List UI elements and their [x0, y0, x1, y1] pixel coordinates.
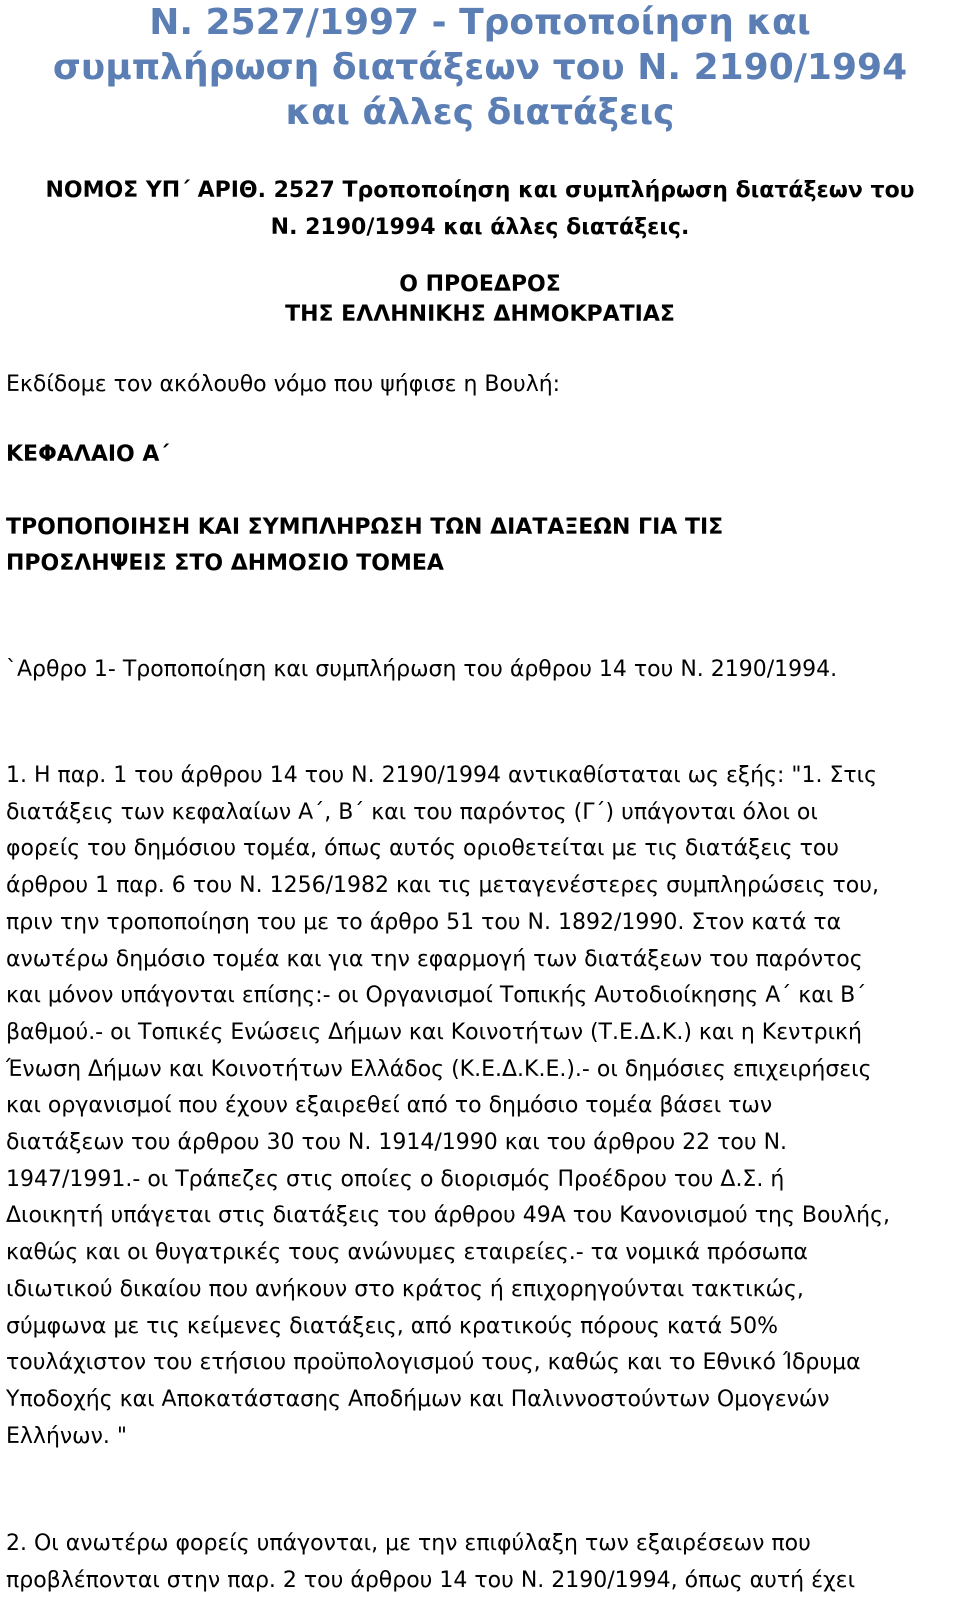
paragraph-line: ιδιωτικού δικαίου που ανήκουν στο κράτος ή επιχορηγούνται τακτικώς,	[6, 1276, 804, 1302]
title-line: συμπλήρωση διατάξεων του Ν. 2190/1994	[52, 47, 908, 88]
law-subtitle	[0, 172, 960, 246]
paragraph-line: 1947/1991.- οι Τράπεζες στις οποίες ο διορισμός Προέδρου του Δ.Σ. ή	[6, 1166, 785, 1192]
subtitle-line: ΝΟΜΟΣ ΥΠ΄ ΑΡΙΘ. 2527 Τροποποίηση και συμπλήρωση διατάξεων του	[45, 178, 915, 203]
president-line: Ο ΠΡΟΕΔΡΟΣ	[399, 272, 561, 297]
title-line: και άλλες διατάξεις	[285, 92, 675, 133]
president-heading	[0, 270, 960, 330]
paragraph-line: σύμφωνα με τις κείμενες διατάξεις, από κρατικούς πόρους κατά 50%	[6, 1313, 779, 1339]
promulgation-text: Εκδίδομε τον ακόλουθο νόμο που ψήφισε η Βουλή:	[6, 372, 561, 397]
paragraph-line: βαθμού.- οι Τοπικές Ενώσεις Δήμων και Κοινοτήτων (Τ.Ε.Δ.Κ.) και η Κεντρική	[6, 1019, 862, 1045]
president-line: ΤΗΣ ΕΛΛΗΝΙΚΗΣ ΔΗΜΟΚΡΑΤΙΑΣ	[285, 302, 675, 327]
paragraph-line: διατάξεων του άρθρου 30 του Ν. 1914/1990 και του άρθρου 22 του Ν.	[6, 1130, 788, 1156]
paragraph-line: 1. Η παρ. 1 του άρθρου 14 του Ν. 2190/1994 αντικαθίσταται ως εξής: "1. Στις	[6, 763, 878, 788]
paragraph-2	[6, 1526, 952, 1599]
paragraph-line: καθώς και οι θυγατρικές τους ανώνυμες εταιρείες.- τα νομικά πρόσωπα	[6, 1240, 808, 1266]
article-title: `Αρθρο 1- Τροποποίηση και συμπλήρωση του άρθρου 14 του Ν. 2190/1994.	[6, 657, 838, 682]
document-title	[0, 0, 960, 135]
paragraph-line: 2. Οι ανωτέρω φορείς υπάγονται, με την επιφύλαξη των εξαιρέσεων που	[6, 1531, 811, 1556]
chapter-heading-line: ΠΡΟΣΛΗΨΕΙΣ ΣΤΟ ΔΗΜΟΣΙΟ ΤΟΜΕΑ	[6, 551, 444, 576]
paragraph-line: άρθρου 1 παρ. 6 του Ν. 1256/1982 και τις μεταγενέστερες συμπληρώσεις του,	[6, 873, 879, 899]
paragraph-line: και μόνον υπάγονται επίσης:- οι Οργανισμοί Τοπικής Αυτοδιοίκησης Α΄ και Β΄	[6, 983, 867, 1009]
title-line: Ν. 2527/1997 - Τροποποίηση και	[149, 2, 811, 43]
paragraph-line: Διοικητή υπάγεται στις διατάξεις του άρθρου 49Α του Κανονισμού της Βουλής,	[6, 1203, 891, 1229]
paragraph-line: και οργανισμοί που έχουν εξαιρεθεί από το δημόσιο τομέα βάσει των	[6, 1093, 773, 1119]
paragraph-line: Ελλήνων. "	[6, 1423, 127, 1449]
paragraph-line: τουλάχιστον του ετήσιου προϋπολογισμού τους, καθώς και το Εθνικό Ίδρυμα	[6, 1350, 861, 1376]
paragraph-1	[6, 758, 952, 1455]
paragraph-line: ανωτέρω δημόσιο τομέα και για την εφαρμογή των διατάξεων του παρόντος	[6, 946, 863, 972]
paragraph-line: Υποδοχής και Αποκατάστασης Αποδήμων και Παλιννοστούντων Ομογενών	[6, 1386, 830, 1412]
paragraph-line: προβλέπονται στην παρ. 2 του άρθρου 14 του Ν. 2190/1994, όπως αυτή έχει	[6, 1567, 856, 1593]
chapter-heading	[6, 510, 946, 582]
chapter-label: ΚΕΦΑΛΑΙΟ Α΄	[6, 442, 170, 467]
paragraph-line: πριν την τροποποίηση του με το άρθρο 51 του Ν. 1892/1990. Στον κατά τα	[6, 909, 842, 935]
chapter-heading-line: ΤΡΟΠΟΠΟΙΗΣΗ ΚΑΙ ΣΥΜΠΛΗΡΩΣΗ ΤΩΝ ΔΙΑΤΑΞΕΩΝ ΓΙΑ ΤΙΣ	[6, 515, 724, 540]
paragraph-line: φορείς του δημόσιου τομέα, όπως αυτός οριοθετείται με τις διατάξεις του	[6, 836, 840, 862]
paragraph-line: Ένωση Δήμων και Κοινοτήτων Ελλάδος (Κ.Ε.Δ.Κ.Ε.).- οι δημόσιες επιχειρήσεις	[6, 1056, 872, 1082]
paragraph-line: διατάξεις των κεφαλαίων Α΄, Β΄ και του παρόντος (Γ΄) υπάγονται όλοι οι	[6, 799, 818, 825]
subtitle-line: Ν. 2190/1994 και άλλες διατάξεις.	[270, 215, 690, 240]
